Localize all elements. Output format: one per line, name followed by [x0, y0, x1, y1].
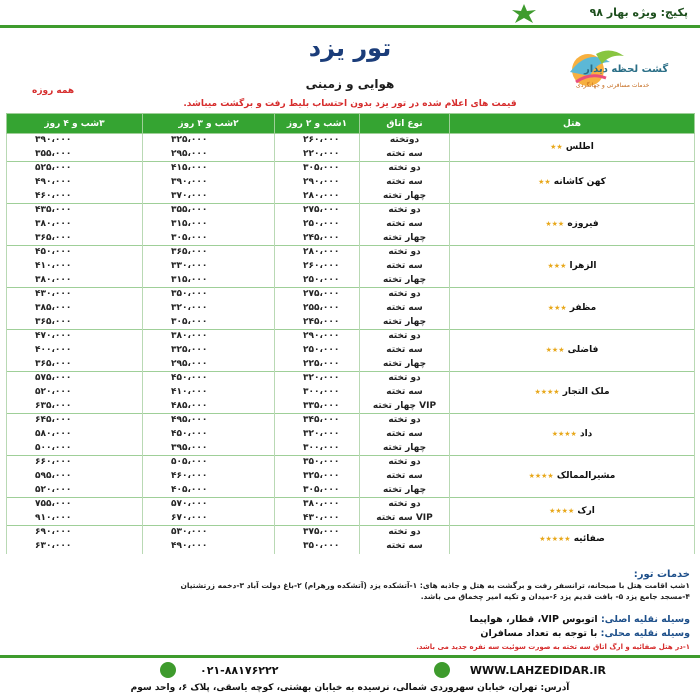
hotel-name: داد: [579, 429, 593, 439]
price-1night: ۲۵۰،۰۰۰: [275, 274, 360, 288]
price-2nights: ۴۵۰،۰۰۰: [143, 428, 275, 442]
room-type: سه تخته: [360, 260, 450, 274]
hotel-name: کهن کاشانه: [553, 177, 606, 187]
hotel-stars: ★★★★: [534, 388, 560, 396]
room-type: سه تخته: [360, 344, 450, 358]
room-type: دو تخته: [360, 372, 450, 386]
local-transport-label: وسیله نقلیه محلی:: [600, 628, 690, 639]
table-row: [7, 498, 695, 512]
price-1night: ۲۹۰،۰۰۰: [275, 330, 360, 344]
room-type: VIP چهار تخته: [360, 400, 450, 414]
room-type: سه تخته: [360, 540, 450, 554]
col-header-hotel: هتل: [450, 114, 695, 134]
price-3nights: ۶۴۵،۰۰۰: [7, 414, 143, 428]
price-table: [6, 113, 695, 554]
hotel-cell: [450, 162, 695, 204]
price-1night: ۲۷۵،۰۰۰: [275, 288, 360, 302]
room-type: سه تخته: [360, 470, 450, 484]
hotel-stars: ★★★★: [549, 507, 575, 515]
price-3nights: ۳۸۰،۰۰۰: [7, 218, 143, 232]
price-2nights: ۳۶۵،۰۰۰: [143, 246, 275, 260]
hotel-name: فاضلی: [567, 345, 599, 355]
hotel-stars: ★★★★: [551, 430, 577, 438]
hotel-cell: [450, 372, 695, 414]
hotel-cell: [450, 330, 695, 372]
price-3nights: ۶۶۰،۰۰۰: [7, 456, 143, 470]
hotel-cell: [450, 456, 695, 498]
price-3nights: ۴۰۰،۰۰۰: [7, 344, 143, 358]
price-1night: ۳۷۵،۰۰۰: [275, 526, 360, 540]
price-3nights: ۵۲۵،۰۰۰: [7, 162, 143, 176]
package-label: پکیج: ویژه بهار ۹۸: [589, 6, 688, 19]
price-2nights: ۴۸۵،۰۰۰: [143, 400, 275, 414]
table-body: [7, 134, 695, 554]
table-header-row: [7, 114, 695, 134]
room-type: سه تخته: [360, 302, 450, 316]
page-subtitle: هوایی و زمینی: [305, 77, 395, 91]
price-1night: ۲۴۵،۰۰۰: [275, 316, 360, 330]
room-type: چهار تخته: [360, 274, 450, 288]
room-type: دو تخته: [360, 330, 450, 344]
price-3nights: ۶۳۵،۰۰۰: [7, 400, 143, 414]
footer-divider: [0, 655, 700, 658]
price-1night: ۲۴۵،۰۰۰: [275, 232, 360, 246]
hotel-cell: [450, 204, 695, 246]
col-header-2nights: ۲شب و ۳ روز: [143, 114, 275, 134]
hotel-stars: ★★★: [545, 346, 565, 354]
price-2nights: ۳۹۰،۰۰۰: [143, 176, 275, 190]
phone-icon: [160, 662, 176, 678]
price-3nights: ۳۶۵،۰۰۰: [7, 316, 143, 330]
price-2nights: ۳۱۵،۰۰۰: [143, 218, 275, 232]
price-3nights: ۴۵۰،۰۰۰: [7, 246, 143, 260]
price-3nights: ۵۸۰،۰۰۰: [7, 428, 143, 442]
col-header-1night: ۱شب و ۲ روز: [275, 114, 360, 134]
table-row: [7, 414, 695, 428]
price-2nights: ۳۲۵،۰۰۰: [143, 134, 275, 148]
price-3nights: ۵۰۰،۰۰۰: [7, 442, 143, 456]
price-1night: ۳۸۰،۰۰۰: [275, 498, 360, 512]
room-type: سه تخته: [360, 148, 450, 162]
price-1night: ۲۵۰،۰۰۰: [275, 218, 360, 232]
price-3nights: ۳۸۰،۰۰۰: [7, 274, 143, 288]
table-row: [7, 456, 695, 470]
hotel-name: صفائیه: [573, 534, 605, 545]
daily-label: همه روزه: [32, 86, 75, 96]
tour-services: [0, 569, 690, 602]
hotel-name: اطلس: [565, 142, 594, 152]
hotel-stars: ★★★★: [528, 472, 554, 480]
services-heading: خدمات تور:: [633, 569, 690, 580]
price-3nights: ۵۲۰،۰۰۰: [7, 386, 143, 400]
table-row: [7, 288, 695, 302]
price-2nights: ۳۵۵،۰۰۰: [143, 204, 275, 218]
price-2nights: ۶۷۰،۰۰۰: [143, 512, 275, 526]
price-2nights: ۳۸۰،۰۰۰: [143, 330, 275, 344]
table-row: [7, 330, 695, 344]
price-2nights: ۳۵۰،۰۰۰: [143, 288, 275, 302]
price-3nights: ۵۲۰،۰۰۰: [7, 484, 143, 498]
logo-subtext: خدمات مسافرتی و جهانگردی: [576, 82, 650, 89]
price-3nights: ۴۶۰،۰۰۰: [7, 190, 143, 204]
price-2nights: ۴۱۰،۰۰۰: [143, 386, 275, 400]
price-2nights: ۴۰۵،۰۰۰: [143, 484, 275, 498]
room-type: دو تخته: [360, 414, 450, 428]
transport-info: [470, 613, 690, 641]
main-transport-label: وسیله نقلیه اصلی:: [600, 614, 690, 625]
price-1night: ۲۲۵،۰۰۰: [275, 358, 360, 372]
price-1night: ۳۰۵،۰۰۰: [275, 484, 360, 498]
room-type: سه تخته: [360, 386, 450, 400]
hotel-name: مشیرالممالک: [556, 471, 616, 481]
price-1night: ۴۳۰،۰۰۰: [275, 512, 360, 526]
price-1night: ۳۲۰،۰۰۰: [275, 372, 360, 386]
hotel-name: مظفر: [569, 303, 597, 313]
room-type: دو تخته: [360, 246, 450, 260]
table-row: [7, 134, 695, 148]
price-1night: ۲۸۰،۰۰۰: [275, 190, 360, 204]
price-1night: ۲۶۰،۰۰۰: [275, 134, 360, 148]
price-1night: ۳۳۵،۰۰۰: [275, 400, 360, 414]
address: آدرس: تهران، خیابان سهروردی شمالی، نرسیده به خیابان بهشتی، کوچه یاسقی، پلاک ۶، واحد سوم: [130, 683, 570, 693]
hotel-stars: ★★: [550, 143, 563, 151]
price-1night: ۲۹۰،۰۰۰: [275, 176, 360, 190]
price-2nights: ۳۲۰،۰۰۰: [143, 302, 275, 316]
price-1night: ۲۲۰،۰۰۰: [275, 148, 360, 162]
hotel-stars: ★★★: [547, 304, 567, 312]
price-notice: قیمت های اعلام شده در تور یزد بدون احتساب بلیط رفت و برگشت میباشد.: [183, 99, 517, 109]
price-1night: ۳۲۵،۰۰۰: [275, 470, 360, 484]
price-2nights: ۳۷۰،۰۰۰: [143, 190, 275, 204]
price-2nights: ۵۷۰،۰۰۰: [143, 498, 275, 512]
globe-icon: [434, 662, 450, 678]
hotel-cell: [450, 526, 695, 554]
price-1night: ۳۵۰،۰۰۰: [275, 456, 360, 470]
room-type: چهار تخته: [360, 316, 450, 330]
hotel-name: الزهرا: [569, 261, 597, 271]
price-1night: ۳۴۵،۰۰۰: [275, 414, 360, 428]
price-2nights: ۴۶۰،۰۰۰: [143, 470, 275, 484]
main-transport: [470, 613, 690, 627]
price-1night: ۳۲۰،۰۰۰: [275, 428, 360, 442]
website-link[interactable]: WWW.LAHZEDIDAR.IR: [469, 664, 606, 677]
hotel-stars: ★★★: [547, 262, 567, 270]
table-row: [7, 204, 695, 218]
room-type: سه تخته: [360, 218, 450, 232]
price-2nights: ۴۹۵،۰۰۰: [143, 414, 275, 428]
price-3nights: ۷۵۵،۰۰۰: [7, 498, 143, 512]
price-3nights: ۳۸۵،۰۰۰: [7, 302, 143, 316]
logo-text: گشت لحظه دیدار: [584, 64, 669, 75]
price-1night: ۲۶۰،۰۰۰: [275, 260, 360, 274]
footnote: ۱-در هتل صفائیه و ارگ اتاق سه تخته به صورت سوئیت سه نفره جدید می باشد.: [416, 643, 690, 651]
price-3nights: ۶۳۰،۰۰۰: [7, 540, 143, 554]
leaf-icon: [510, 3, 538, 25]
room-type: چهار تخته: [360, 358, 450, 372]
room-type: دو تخته: [360, 204, 450, 218]
hotel-stars: ★★: [538, 178, 551, 186]
main-transport-value: اتوبوس VIP، قطار، هواپیما: [469, 614, 598, 625]
hotel-name: ملک التجار: [562, 387, 610, 397]
hotel-name: ارک: [577, 506, 595, 516]
price-3nights: ۴۱۰،۰۰۰: [7, 260, 143, 274]
hotel-stars: ★★★★★: [539, 535, 571, 544]
price-3nights: ۴۳۵،۰۰۰: [7, 204, 143, 218]
room-type: چهار تخته: [360, 232, 450, 246]
price-2nights: ۳۱۵،۰۰۰: [143, 274, 275, 288]
price-1night: ۲۵۵،۰۰۰: [275, 302, 360, 316]
price-1night: ۲۷۵،۰۰۰: [275, 204, 360, 218]
hotel-cell: [450, 134, 695, 162]
hotel-name: فیروزه: [567, 219, 599, 229]
room-type: دو تخته: [360, 288, 450, 302]
price-1night: ۳۵۰،۰۰۰: [275, 540, 360, 554]
room-type: دو تخته: [360, 162, 450, 176]
phone-number[interactable]: ۰۲۱-۸۸۱۷۶۲۲۲: [200, 664, 279, 677]
price-2nights: ۲۹۵،۰۰۰: [143, 358, 275, 372]
table-row: [7, 526, 695, 540]
price-3nights: ۳۵۵،۰۰۰: [7, 148, 143, 162]
room-type: دوتخته: [360, 134, 450, 148]
price-2nights: ۲۹۵،۰۰۰: [143, 148, 275, 162]
price-3nights: ۴۷۰،۰۰۰: [7, 330, 143, 344]
hotel-cell: [450, 288, 695, 330]
room-type: چهار تخته: [360, 484, 450, 498]
table-row: [7, 162, 695, 176]
hotel-cell: [450, 414, 695, 456]
room-type: سه تخته: [360, 176, 450, 190]
footer: [0, 660, 700, 682]
price-2nights: ۳۲۵،۰۰۰: [143, 344, 275, 358]
price-2nights: ۳۹۵،۰۰۰: [143, 442, 275, 456]
price-2nights: ۵۳۰،۰۰۰: [143, 526, 275, 540]
top-bar: [0, 0, 700, 28]
price-1night: ۳۰۰،۰۰۰: [275, 442, 360, 456]
local-transport: [470, 627, 690, 641]
table-row: [7, 372, 695, 386]
local-transport-value: با توجه به تعداد مسافران: [480, 628, 598, 639]
price-1night: ۳۰۵،۰۰۰: [275, 162, 360, 176]
price-3nights: ۵۹۵،۰۰۰: [7, 470, 143, 484]
room-type: سه تخته: [360, 428, 450, 442]
table-row: [7, 246, 695, 260]
price-2nights: ۳۰۵،۰۰۰: [143, 232, 275, 246]
room-type: چهار تخته: [360, 442, 450, 456]
price-2nights: ۳۳۰،۰۰۰: [143, 260, 275, 274]
price-1night: ۲۸۰،۰۰۰: [275, 246, 360, 260]
room-type: دو تخته: [360, 456, 450, 470]
price-2nights: ۴۹۰،۰۰۰: [143, 540, 275, 554]
price-3nights: ۳۶۵،۰۰۰: [7, 232, 143, 246]
services-line-1: ۱شب اقامت هتل با صبحانه، ترانسفر رفت و برگشت به هتل و جاذبه های: ۱-آتشکده یزد (آتشکده ورهرام) ۲-باغ دولت آباد ۳-دخمه زرتشتیان: [180, 581, 690, 590]
price-1night: ۳۰۰،۰۰۰: [275, 386, 360, 400]
price-3nights: ۳۶۵،۰۰۰: [7, 358, 143, 372]
price-2nights: ۳۰۵،۰۰۰: [143, 316, 275, 330]
price-3nights: ۹۱۰،۰۰۰: [7, 512, 143, 526]
price-3nights: ۴۳۰،۰۰۰: [7, 288, 143, 302]
col-header-3nights: ۳شب و ۴ روز: [7, 114, 143, 134]
hotel-cell: [450, 246, 695, 288]
hotel-stars: ★★★: [545, 220, 565, 228]
room-type: VIP سه تخته: [360, 512, 450, 526]
price-2nights: ۵۰۵،۰۰۰: [143, 456, 275, 470]
price-3nights: ۶۹۰،۰۰۰: [7, 526, 143, 540]
col-header-room: نوع اتاق: [360, 114, 450, 134]
price-3nights: ۵۷۵،۰۰۰: [7, 372, 143, 386]
price-2nights: ۴۱۵،۰۰۰: [143, 162, 275, 176]
price-3nights: ۳۹۰،۰۰۰: [7, 134, 143, 148]
room-type: دو تخته: [360, 498, 450, 512]
price-2nights: ۴۵۰،۰۰۰: [143, 372, 275, 386]
page-title: تور یزد: [308, 34, 392, 62]
services-line-2: ۴-مسجد جامع یزد ۵- بافت قدیم یزد ۶-میدان و تکیه امیر چخماق می باشد.: [420, 592, 690, 601]
price-3nights: ۴۹۰،۰۰۰: [7, 176, 143, 190]
hotel-cell: [450, 498, 695, 526]
price-1night: ۲۵۰،۰۰۰: [275, 344, 360, 358]
room-type: چهار تخته: [360, 190, 450, 204]
room-type: دو تخته: [360, 526, 450, 540]
